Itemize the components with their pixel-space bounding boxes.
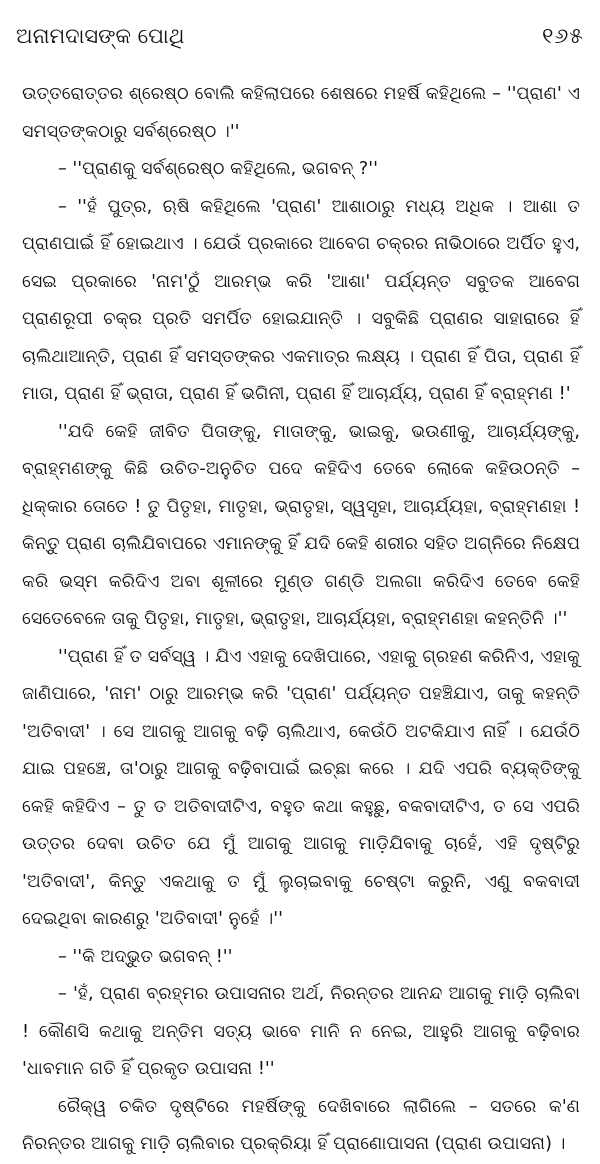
paragraph-3: – ''ହଁ ପୁତ୍ର, ଋଷି କହିଥିଲେ 'ପ୍ରାଣ' ଆଶାଠାରୁ ମଧ୍ୟ ଅଧିକ । ଆଶା ତ ପ୍ରାଣପାଇଁ ହିଁ ହୋଇଥାଏ । ଯେଉଁ ପ୍ରକାରେ ଆବେଗ ଚକ୍ରର ନାଭିଠାରେ ଅର୍ପିତ ହୁଏ, ସେଇ ପ୍ରକାରେ 'ନାମ'ଠୁଁ ଆରମ୍ଭ କରି 'ଆଶା' ପର୍ଯ୍ୟନ୍ତ ସବୁତକ ଆବେଗ ପ୍ରାଣରୂପୀ ଚକ୍ର ପ୍ରତି ସମର୍ପିତ ହୋଇଯାନ୍ତି । ସବୁକିଛି ପ୍ରାଣର ସାହାରାରେ ହିଁ ଚାଲିଥାଆନ୍ତି, ପ୍ରାଣ ହିଁ ସମସ୍ତଙ୍କର ଏକମାତ୍ର ଲକ୍ଷ୍ୟ । ପ୍ରାଣ ହିଁ ପିତା, ପ୍ରାଣ ହିଁ ମାତା, ପ୍ରାଣ ହିଁ ଭ୍ରାତା, ପ୍ରାଣ ହିଁ ଭଗିନୀ, ପ୍ରାଣ ହିଁ ଆଚାର୍ଯ୍ୟ, ପ୍ରାଣ ହିଁ ବ୍ରାହ୍ମଣ !'	[22, 196, 580, 404]
page-number: ୧୬୫	[541, 24, 584, 49]
paragraph-1: ଉତ୍ତରୋତ୍ତର ଶ୍ରେଷ୍ଠ ବୋଲି କହିଲାପରେ ଶେଷରେ ମହର୍ଷି କହିଥିଲେ – ''ପ୍ରାଣ' ଏ ସମସ୍ତଙ୍କଠାରୁ ସର୍ବଶ୍ରେଷ୍ଠ ।''	[22, 84, 580, 142]
paragraph-8: ରୈକ୍ୱ ଚକିତ ଦୃଷ୍ଟିରେ ମହର୍ଷିଙ୍କୁ ଦେଖିବାରେ ଲାଗିଲେ – ସତରେ କ'ଣ ନିରନ୍ତର ଆଗକୁ ମାଡ଼ି ଚାଲିବାର ପ୍ରକ୍ରିୟା ହିଁ ପ୍ରାଣୋପାସନା (ପ୍ରାଣ ଉପାସନା) ।	[22, 1096, 580, 1154]
paragraph-2: – ''ପ୍ରାଣକୁ ସର୍ବଶ୍ରେଷ୍ଠ କହିଥିଲେ, ଭଗବନ୍ ?''	[58, 159, 378, 179]
paragraph-7: – 'ହଁ, ପ୍ରାଣ ବ୍ରହ୍ମର ଉପାସନାର ଅର୍ଥ, ନିରନ୍ତର ଆନନ୍ଦ ଆଗକୁ ମାଡ଼ି ଚାଲିବା ! କୌଣସି କଥାକୁ ଅନ୍ତିମ ସତ୍ୟ ଭାବେ ମାନି ନ ନେଇ, ଆହୁରି ଆଗକୁ ବଢ଼ିବାର 'ଧାବମାନ ଗତି ହିଁ ପ୍ରକୃତ ଉପାସନା !''	[22, 984, 580, 1079]
paragraph-4: ''ଯଦି କେହି ଜୀବିତ ପିତାଙ୍କୁ, ମାତାଙ୍କୁ, ଭାଇକୁ, ଭଉଣୀକୁ, ଆଚାର୍ଯ୍ୟଙ୍କୁ, ବ୍ରାହ୍ମଣଙ୍କୁ କିଛି ଉଚିତ-ଅନୁଚିତ ପଦେ କହିଦିଏ ତେବେ ଲୋକେ କହିଉଠନ୍ତି – ଧିକ୍କାର ତୋତେ ! ତୁ ପିତୃହା, ମାତୃହା, ଭ୍ରାତୃହା, ସ୍ୱସୃହା, ଆଚାର୍ଯ୍ୟହା, ବ୍ରାହ୍ମଣହା ! କିନ୍ତୁ ପ୍ରାଣ ଚାଲିଯିବାପରେ ଏମାନଙ୍କୁ ହିଁ ଯଦି କେହି ଶରୀର ସହିତ ଅଗ୍ନିରେ ନିକ୍ଷେପ କରି ଭସ୍ମ କରିଦିଏ ଅବା ଶୂଳୀରେ ମୁଣ୍ଡ ଗଣ୍ଡି ଅଲଗା କରିଦିଏ ତେବେ କେହି ସେତେବେଳେ ତାକୁ ପିତୃହା, ମାତୃହା, ଭ୍ରାତୃହା, ଆଚାର୍ଯ୍ୟହା, ବ୍ରାହ୍ମଣହା କହନ୍ତିନି ।''	[22, 421, 580, 629]
paragraph-5: ''ପ୍ରାଣ ହିଁ ତ ସର୍ବସ୍ୱ । ଯିଏ ଏହାକୁ ଦେଖିପାରେ, ଏହାକୁ ଗ୍ରହଣ କରିନିଏ, ଏହାକୁ ଜାଣିପାରେ, 'ନାମ' ଠାରୁ ଆରମ୍ଭ କରି 'ପ୍ରାଣ' ପର୍ଯ୍ୟନ୍ତ ପହଞ୍ଚିଯାଏ, ତାକୁ କହନ୍ତି 'ଅତିବାଦୀ' । ସେ ଆଗକୁ ଆଗକୁ ବଢ଼ି ଚାଲିଥାଏ, କେଉଁଠି ଅଟକିଯାଏ ନାହିଁ । ଯେଉଁଠି ଯାଇ ପହଞ୍ଚେ, ତା'ଠାରୁ ଆଗକୁ ବଢ଼ିବାପାଇଁ ଇଚ୍ଛା କରେ । ଯଦି ଏପରି ବ୍ୟକ୍ତିଙ୍କୁ କେହି କହିଦିଏ – ତୁ ତ ଅତିବାଦୀଟିଏ, ବହୁତ କଥା କହୁଛୁ, ବକବାଦୀଟିଏ, ତ ସେ ଏପରି ଉତ୍ତର ଦେବା ଉଚିତ ଯେ ମୁଁ ଆଗକୁ ଆଗକୁ ମାଡ଼ିଯିବାକୁ ଚାହେଁ, ଏହି ଦୃଷ୍ଟିରୁ 'ଅତିବାଦୀ', କିନ୍ତୁ ଏକଥାକୁ ତ ମୁଁ ଲୁଚାଇବାକୁ ଚେଷ୍ଟା କରୁନି, ଏଣୁ ବକବାଦୀ ଦେଇଥିବା କାରଣରୁ 'ଅତିବାଦୀ' ନୁହେଁ ।''	[22, 646, 580, 929]
body-text	[22, 76, 580, 1164]
running-head	[16, 24, 584, 60]
paragraph-6: – ''କି ଅଦ୍ଭୁତ ଭଗବନ୍ !''	[58, 946, 233, 967]
book-title: ଅନାମଦାସଙ୍କ ପୋଥି	[16, 24, 185, 48]
